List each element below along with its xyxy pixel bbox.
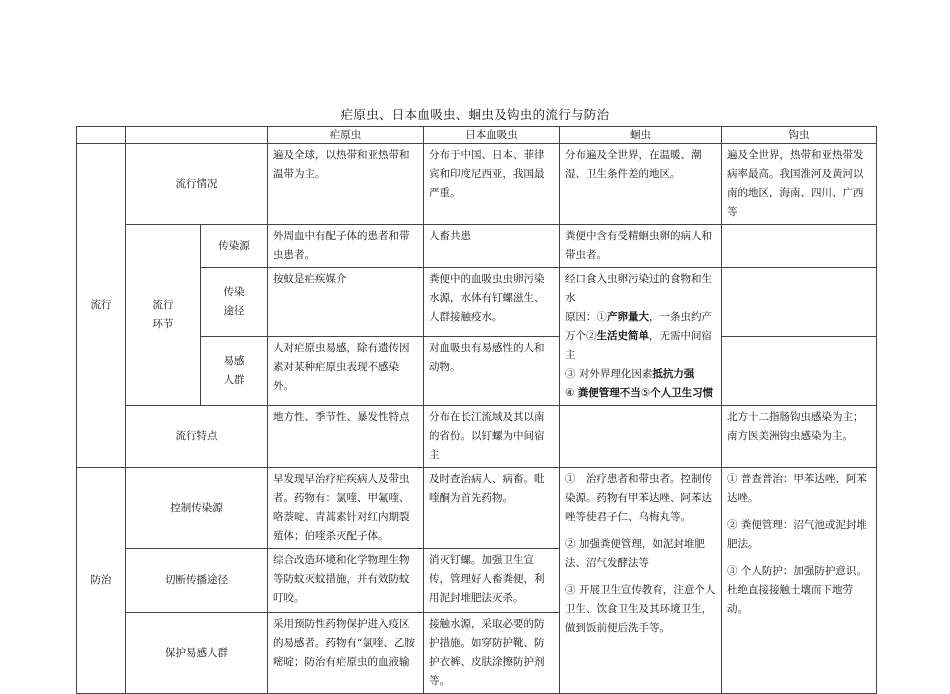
- header-cell: [77, 127, 126, 144]
- table-row: [77, 144, 877, 225]
- hookworm-prevention-item: ③ 个人防护：加强防护意识。杜绝直接接触土壤而下地劳动。: [727, 565, 867, 615]
- cell-malaria-situation: 遍及全球，以热带和亚热带和温带为主。: [268, 144, 424, 225]
- ascaris-text: 原因：①: [565, 311, 607, 323]
- header-row: [77, 127, 877, 144]
- row-label-transmission: 切断传播途径: [126, 549, 268, 613]
- ascaris-prevention-item: ① 治疗患者和带虫者。控制传染源。药物有甲苯达唑、阿苯达唑等使君子仁、乌梅丸等。: [565, 473, 712, 523]
- route-label-line1: 传染: [223, 286, 245, 298]
- ascaris-text: ③ 对外界理化因素: [565, 368, 653, 380]
- cell-malaria-protect: 采用预防性药物保护进入疫区的易感者。药物有“氯喹、乙胺嘧啶；防治有疟原虫的血液输: [268, 613, 424, 694]
- links-label-line1: 流行: [152, 299, 174, 311]
- header-hookworm: 钩虫: [722, 127, 877, 144]
- hookworm-prevention-item: ② 粪便管理：沼气池或泥封堆肥法。: [727, 519, 867, 550]
- table-row: [77, 406, 877, 468]
- cell-hookworm-route: [722, 268, 877, 337]
- header-ascaris: 蛔虫: [560, 127, 722, 144]
- cell-malaria-control: 早发现早治疗疟疾病人及带虫者。药物有：氯喹、甲氟喹、咯萘啶、青蒿素针对红内期裂殖体；伯喹杀灭配子体。: [268, 468, 424, 549]
- cell-hookworm-situation: 遍及全世界，热带和亚热带发病率最高。我国淮河及黄河以南的地区，海南、四川、广西等: [722, 144, 877, 225]
- row-label-host: [201, 337, 268, 406]
- row-label-source: 传染源: [201, 225, 268, 268]
- host-label-line1: 易感: [223, 355, 245, 367]
- cell-ascaris-situation: 分布遍及全世界，在温暖、潮湿、卫生条件差的地区。: [560, 144, 722, 225]
- cell-hookworm-host: [722, 337, 877, 406]
- ascaris-bold: 抵抗力强: [652, 368, 695, 380]
- cell-schisto-protect: 接触水源，采取必要的防护措施。如穿防护靴、防护衣裤、皮肤涂擦防护剂等。: [424, 613, 560, 694]
- cell-schisto-source: 人畜共患: [424, 225, 560, 268]
- route-label-line2: 途径: [223, 305, 245, 317]
- cell-ascaris-route-host: [560, 268, 722, 406]
- cell-malaria-host: 人对疟原虫易感，除有遗传因素对某种疟原虫表现不感染外。: [268, 337, 424, 406]
- hookworm-prevention-item: ① 普查普治：甲苯达唑、阿苯达唑。: [727, 473, 867, 504]
- cell-hookworm-prevention: [722, 468, 877, 694]
- table-row: [77, 225, 877, 268]
- ascaris-text: ④: [565, 387, 578, 399]
- ascaris-prevention-item: ③ 开展卫生宣传教育，注意个人卫生、饮食卫生及其环境卫生，做到饭前便后洗手等。: [565, 584, 716, 634]
- cell-schisto-features: 分布在长江流域及其以南的省份。以钉螺为中间宿主: [424, 406, 560, 468]
- ascaris-bold: 个人卫生习惯: [650, 387, 714, 399]
- host-label-line2: 人群: [223, 374, 245, 386]
- row-label-features: 流行特点: [126, 406, 268, 468]
- cell-malaria-transmission: 综合改造环境和化学物理生物等防蚊灭蚊措施，并有效防蚊叮咬。: [268, 549, 424, 613]
- ascaris-text: ，一条虫约产: [649, 311, 712, 323]
- row-label-control: 控制传染源: [126, 468, 268, 549]
- row-label-protect: 保护易感人群: [126, 613, 268, 694]
- cell-schisto-control: 及时查治病人、病畜。吡喹酮为首先药物。: [424, 468, 560, 549]
- page-title: 疟原虫、日本血吸虫、蛔虫及钩虫的流行与防治: [340, 107, 610, 122]
- row-label-situation: 流行情况: [126, 144, 268, 225]
- cell-schisto-situation: 分布于中国、日本、菲律宾和印度尼西亚，我国最严重。: [424, 144, 560, 225]
- row-label-links: [126, 225, 201, 406]
- ascaris-bold: 产卵量大: [607, 311, 649, 323]
- ascaris-text: ⑤: [640, 387, 651, 399]
- table-row: [77, 468, 877, 549]
- cell-schisto-host: 对血吸虫有易感性的人和动物。: [424, 337, 560, 406]
- header-malaria: 疟原虫: [268, 127, 424, 144]
- ascaris-text: 经口食入虫卵污染过的食物和生水: [565, 273, 712, 304]
- cell-schisto-route: 粪便中的血吸虫虫卵污染水源，水体有钉螺滋生、人群接触疫水。: [424, 268, 560, 337]
- cell-ascaris-features: [560, 406, 722, 468]
- ascaris-bold: 生活史简单: [596, 330, 649, 342]
- section-label-epidemic: 流行: [77, 144, 126, 468]
- row-label-route: [201, 268, 268, 337]
- cell-schisto-transmission: 消灭钉螺。加强卫生宣传，管理好人畜粪便，利用泥封堆肥法灭杀。: [424, 549, 560, 613]
- cell-hookworm-features: 北方十二指肠钩虫感染为主；南方医美洲钩虫感染为主。: [722, 406, 877, 468]
- header-cell: [126, 127, 268, 144]
- ascaris-text: ，无需中间宿主: [565, 330, 712, 361]
- cell-malaria-source: 外周血中有配子体的患者和带虫患者。: [268, 225, 424, 268]
- ascaris-text: 万个②: [565, 330, 597, 342]
- epidemic-table: [76, 126, 877, 694]
- cell-ascaris-prevention: [560, 468, 722, 694]
- cell-hookworm-source: [722, 225, 877, 268]
- ascaris-prevention-item: ② 加强粪便管理，如泥封堆肥法、沼气发酵法等: [565, 538, 705, 569]
- cell-ascaris-source: 粪便中含有受精蛔虫卵的病人和带虫者。: [560, 225, 722, 268]
- ascaris-bold: 粪便管理不当: [577, 387, 641, 399]
- links-label-line2: 环节: [152, 318, 174, 330]
- section-label-prevention: 防治: [77, 468, 126, 694]
- cell-malaria-features: 地方性、季节性、暴发性特点: [268, 406, 424, 468]
- cell-malaria-route: 按蚊是疟疾媒介: [268, 268, 424, 337]
- header-schistosoma: 日本血吸虫: [424, 127, 560, 144]
